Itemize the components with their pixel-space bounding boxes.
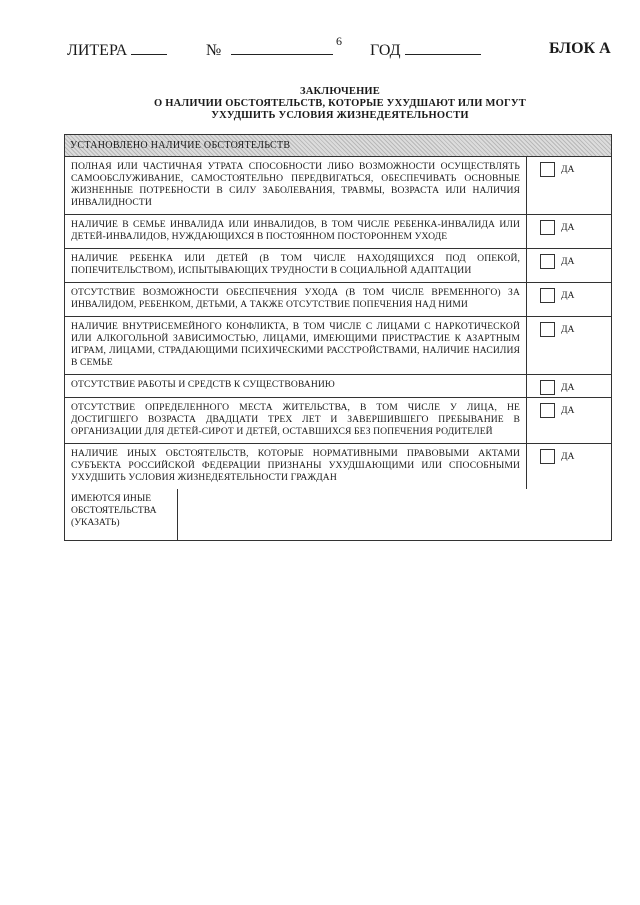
yes-label: ДА	[561, 451, 575, 462]
table-row	[65, 317, 611, 375]
year-blank[interactable]	[405, 40, 481, 55]
yes-checkbox[interactable]	[540, 220, 555, 235]
yes-checkbox[interactable]	[540, 162, 555, 177]
yes-cell	[527, 444, 611, 489]
circumstance-text: НАЛИЧИЕ ИНЫХ ОБСТОЯТЕЛЬСТВ, КОТОРЫЕ НОРМАТИВНЫМИ ПРАВОВЫМИ АКТАМИ СУБЪЕКТА РОССИЙСКОЙ ФЕДЕРАЦИИ ПРИЗНАНЫ УХУДШАЮЩИМИ ИЛИ СПОСОБНЫМИ УХУДШИТЬ УСЛОВИЯ ЖИЗНЕДЕЯТЕЛЬНОСТИ ГРАЖДАН	[65, 444, 527, 489]
yes-checkbox[interactable]	[540, 449, 555, 464]
circumstance-text: НАЛИЧИЕ ВНУТРИСЕМЕЙНОГО КОНФЛИКТА, В ТОМ ЧИСЛЕ С ЛИЦАМИ С НАРКОТИЧЕСКОЙ ИЛИ АЛКОГОЛЬНОЙ ЗАВИСИМОСТЬЮ, ЛИЦАМИ, ИМЕЮЩИМИ ПРИСТРАСТИЕ К АЗАРТНЫМ ИГРАМ, ЛИЦАМИ, СТРАДАЮЩИМИ ПСИХИЧЕСКИМИ РАССТРОЙСТВАМИ, НАЛИЧИЕ НАСИЛИЯ В СЕМЬЕ	[65, 317, 527, 374]
page-number: 6	[336, 34, 342, 48]
number-field	[206, 40, 333, 60]
yes-label: ДА	[561, 405, 575, 416]
table-row	[65, 215, 611, 249]
circumstances-table	[64, 134, 612, 541]
yes-cell	[527, 398, 611, 443]
yes-label: ДА	[561, 324, 575, 335]
document-title	[60, 86, 620, 122]
yes-cell	[527, 249, 611, 282]
yes-checkbox[interactable]	[540, 403, 555, 418]
yes-cell	[527, 157, 611, 214]
circumstance-text: ПОЛНАЯ ИЛИ ЧАСТИЧНАЯ УТРАТА СПОСОБНОСТИ ЛИБО ВОЗМОЖНОСТИ ОСУЩЕСТВЛЯТЬ САМООБСЛУЖИВАНИЕ, САМОСТОЯТЕЛЬНО ПЕРЕДВИГАТЬСЯ, ОБЕСПЕЧИВАТЬ ОСНОВНЫЕ ЖИЗНЕННЫЕ ПОТРЕБНОСТИ В СИЛУ ЗАБОЛЕВАНИЯ, ТРАВМЫ, ВОЗРАСТА ИЛИ НАЛИЧИЯ ИНВАЛИДНОСТИ	[65, 157, 527, 214]
yes-cell	[527, 375, 611, 397]
table-row	[65, 398, 611, 444]
table-row	[65, 249, 611, 283]
block-label: БЛОК А	[549, 40, 611, 57]
title-line-2: О НАЛИЧИИ ОБСТОЯТЕЛЬСТВ, КОТОРЫЕ УХУДШАЮТ ИЛИ МОГУТ	[154, 98, 526, 109]
circumstance-text: НАЛИЧИЕ РЕБЕНКА ИЛИ ДЕТЕЙ (В ТОМ ЧИСЛЕ НАХОДЯЩИХСЯ ПОД ОПЕКОЙ, ПОПЕЧИТЕЛЬСТВОМ), ИСПЫТЫВАЮЩИХ ТРУДНОСТИ В СОЦИАЛЬНОЙ АДАПТАЦИИ	[65, 249, 527, 282]
yes-label: ДА	[561, 256, 575, 267]
other-circumstances-label: ИМЕЮТСЯ ИНЫЕ ОБСТОЯТЕЛЬСТВА (УКАЗАТЬ)	[65, 489, 178, 540]
litera-field	[67, 40, 167, 60]
litera-label: ЛИТЕРА	[67, 42, 128, 59]
table-row	[65, 283, 611, 317]
title-line-3: УХУДШИТЬ УСЛОВИЯ ЖИЗНЕДЕЯТЕЛЬНОСТИ	[211, 110, 469, 121]
year-field	[370, 40, 481, 60]
yes-label: ДА	[561, 222, 575, 233]
yes-cell	[527, 283, 611, 316]
other-circumstances-row	[65, 489, 611, 540]
litera-blank[interactable]	[131, 40, 167, 55]
title-line-1: ЗАКЛЮЧЕНИЕ	[299, 86, 381, 97]
yes-label: ДА	[561, 290, 575, 301]
number-blank[interactable]	[231, 40, 333, 55]
number-label: №	[206, 42, 222, 59]
other-circumstances-field[interactable]	[178, 489, 611, 540]
yes-checkbox[interactable]	[540, 254, 555, 269]
table-row	[65, 157, 611, 215]
circumstance-text: ОТСУТСТВИЕ ВОЗМОЖНОСТИ ОБЕСПЕЧЕНИЯ УХОДА (В ТОМ ЧИСЛЕ ВРЕМЕННОГО) ЗА ИНВАЛИДОМ, РЕБЕНКОМ, ДЕТЬМИ, А ТАКЖЕ ОТСУТСТВИЕ ПОПЕЧЕНИЯ НАД НИМИ	[65, 283, 527, 316]
table-header: УСТАНОВЛЕНО НАЛИЧИЕ ОБСТОЯТЕЛЬСТВ	[65, 135, 611, 157]
yes-checkbox[interactable]	[540, 288, 555, 303]
yes-cell	[527, 317, 611, 374]
circumstance-text: ОТСУТСТВИЕ РАБОТЫ И СРЕДСТВ К СУЩЕСТВОВАНИЮ	[65, 375, 527, 397]
circumstance-text: ОТСУТСТВИЕ ОПРЕДЕЛЕННОГО МЕСТА ЖИТЕЛЬСТВА, В ТОМ ЧИСЛЕ У ЛИЦА, НЕ ДОСТИГШЕГО ВОЗРАСТА ДВАДЦАТИ ТРЕХ ЛЕТ И ЗАВЕРШИВШЕГО ПРЕБЫВАНИЕ В ОРГАНИЗАЦИИ ДЛЯ ДЕТЕЙ-СИРОТ И ДЕТЕЙ, ОСТАВШИХСЯ БЕЗ ПОПЕЧЕНИЯ РОДИТЕЛЕЙ	[65, 398, 527, 443]
table-rows	[65, 157, 611, 489]
yes-checkbox[interactable]	[540, 322, 555, 337]
yes-checkbox[interactable]	[540, 380, 555, 395]
table-row	[65, 444, 611, 489]
table-row	[65, 375, 611, 398]
yes-label: ДА	[561, 382, 575, 393]
circumstance-text: НАЛИЧИЕ В СЕМЬЕ ИНВАЛИДА ИЛИ ИНВАЛИДОВ, В ТОМ ЧИСЛЕ РЕБЕНКА-ИНВАЛИДА ИЛИ ДЕТЕЙ-ИНВАЛИДОВ, НУЖДАЮЩИХСЯ В ПОСТОЯННОМ ПОСТОРОННЕМ УХОДЕ	[65, 215, 527, 248]
year-label: ГОД	[370, 42, 401, 59]
yes-cell	[527, 215, 611, 248]
yes-label: ДА	[561, 164, 575, 175]
